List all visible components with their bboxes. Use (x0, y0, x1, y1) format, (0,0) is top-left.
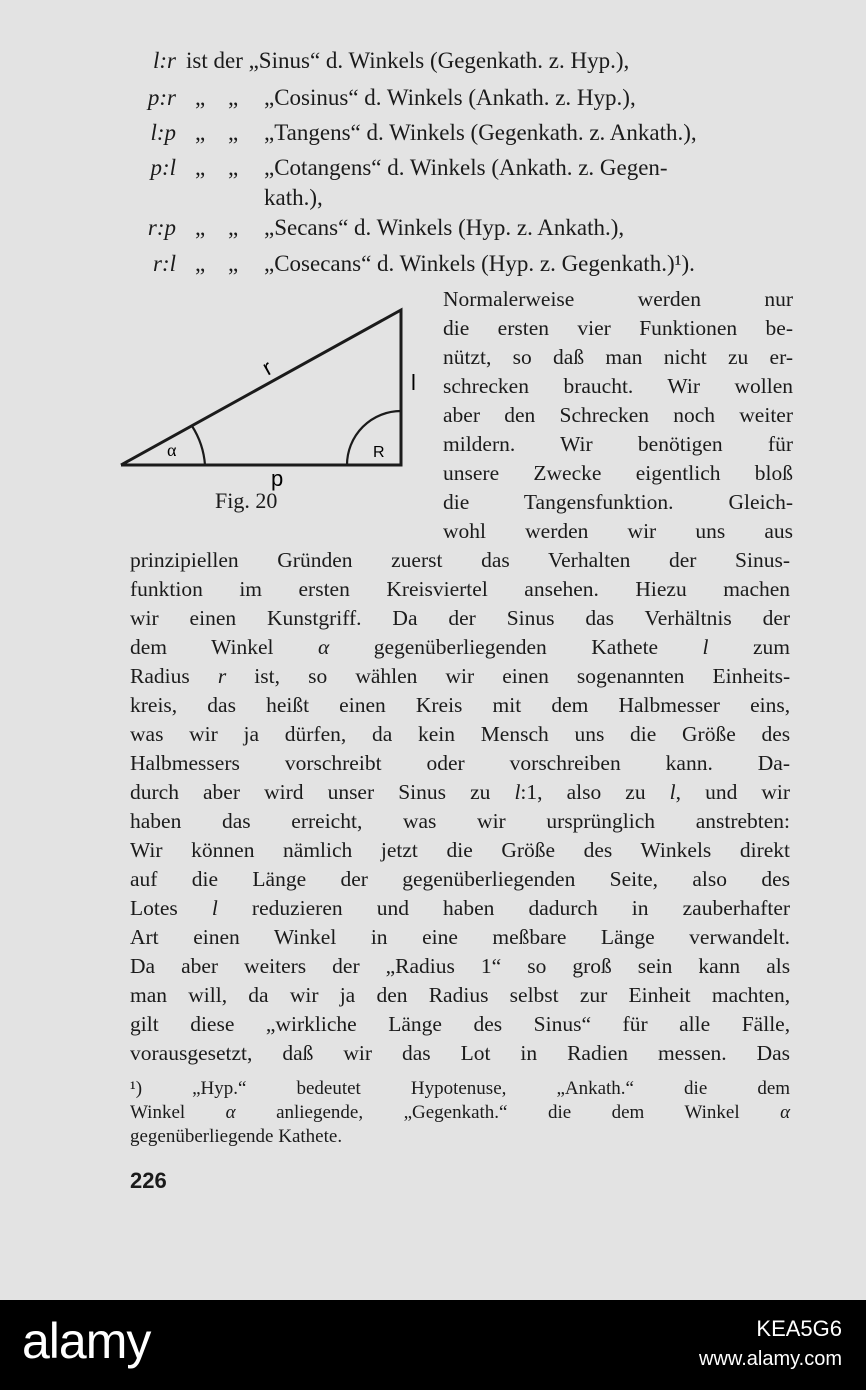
body-text-line: haben das erreicht, was wir ursprünglich anstrebten: (130, 809, 791, 833)
definition-text: „Cotangens“ d. Winkels (Ankath. z. Gegen- (264, 155, 668, 180)
side-text-line: nützt, so daß man nicht zu er- (443, 345, 793, 369)
side-text-line: die Tangensfunktion. Gleich- (443, 490, 793, 514)
ditto-mark: „ (228, 85, 239, 110)
body-text-line: Halbmessers vorschreibt oder vorschreiben kann. Da- (130, 751, 791, 775)
body-text-line: Art einen Winkel in eine meßbare Länge verwandelt. (130, 925, 791, 949)
side-text-line: mildern. Wir benötigen für (443, 432, 793, 456)
body-text-line: was wir ja dürfen, da kein Mensch uns die Größe des (130, 722, 791, 746)
definition-text: ist der „Sinus“ d. Winkels (Gegenkath. z. Hyp.), (186, 48, 630, 73)
body-text-line: funktion im ersten Kreisviertel ansehen. Hiezu machen (130, 577, 791, 601)
side-text-line: wohl werden wir uns aus (443, 519, 793, 543)
definition-text: „Cosecans“ d. Winkels (Hyp. z. Gegenkath.)¹). (264, 251, 695, 276)
ratio: p:l (150, 155, 176, 180)
side-text-line: schrecken braucht. Wir wollen (443, 374, 793, 398)
body-text-line: Radius r ist, so wählen wir einen sogenannten Einheits- (130, 664, 791, 688)
definition-text: „Secans“ d. Winkels (Hyp. z. Ankath.), (264, 215, 625, 240)
label-p: p (271, 466, 284, 491)
watermark-bar (0, 1300, 866, 1390)
body-text-line: durch aber wird unser Sinus zu l:1, also zu l, und wir (130, 780, 791, 804)
alamy-logo: alamy (22, 1313, 151, 1369)
angle-alpha-arc (192, 426, 205, 465)
label-r: r (257, 354, 277, 381)
ditto-mark: „ (195, 251, 206, 276)
ratio: l:r (153, 48, 176, 73)
label-R: R (373, 444, 385, 461)
ditto-mark: „ (195, 120, 206, 145)
footnote-rule (130, 1072, 790, 1074)
site-url: www.alamy.com (699, 1348, 842, 1370)
triangle-figure (115, 300, 415, 520)
triangle-outline (121, 310, 401, 465)
body-text-line: man will, da wir ja den Radius selbst zur Einheit machten, (130, 983, 791, 1007)
body-text-line: vorausgesetzt, daß wir das Lot in Radien messen. Das (130, 1041, 791, 1065)
definition-text: „Cosinus“ d. Winkels (Ankath. z. Hyp.), (264, 85, 636, 110)
ratio: p:r (147, 85, 176, 110)
side-text-line: Normalerweise werden nur (443, 287, 793, 311)
ditto-mark: „ (228, 251, 239, 276)
ratio: r:l (153, 251, 176, 276)
label-l: l (411, 370, 416, 395)
definition-row-cotangens-cont (0, 183, 866, 213)
ditto-mark: „ (228, 215, 239, 240)
side-text-line: unsere Zwecke eigentlich bloß (443, 461, 793, 485)
image-id: KEA5G6 (756, 1316, 842, 1341)
label-alpha: α (167, 440, 177, 460)
body-text-line: wir einen Kunstgriff. Da der Sinus das Verhältnis der (130, 606, 791, 630)
definition-row-sinus (0, 46, 866, 76)
definition-continuation: kath.), (264, 185, 323, 210)
definition-row-secans (0, 213, 866, 243)
ditto-mark: „ (195, 85, 206, 110)
page-number: 226 (130, 1168, 167, 1193)
side-text-line: aber den Schrecken noch weiter (443, 403, 793, 427)
body-text-line: auf die Länge der gegenüberliegenden Seite, also des (130, 867, 791, 891)
ditto-mark: „ (195, 155, 206, 180)
body-text-line: kreis, das heißt einen Kreis mit dem Halbmesser eins, (130, 693, 791, 717)
body-text-line: gilt diese „wirkliche Länge des Sinus“ für alle Fälle, (130, 1012, 791, 1036)
ditto-mark: „ (228, 120, 239, 145)
definition-row-cosinus (0, 83, 866, 113)
ditto-mark: „ (195, 215, 206, 240)
body-text-line: Wir können nämlich jetzt die Größe des Winkels direkt (130, 838, 791, 862)
definition-text: „Tangens“ d. Winkels (Gegenkath. z. Ankath.), (264, 120, 697, 145)
body-text-line: Lotes l reduzieren und haben dadurch in zauberhafter (130, 896, 791, 920)
body-text-line: dem Winkel α gegenüberliegenden Kathete l zum (130, 635, 790, 659)
side-text-line: die ersten vier Funktionen be- (443, 316, 793, 340)
definition-row-cotangens (0, 153, 866, 183)
body-text-line: Da aber weiters der „Radius 1“ so groß sein kann als (130, 954, 791, 978)
figure-caption: Fig. 20 (215, 488, 278, 513)
footnote-line: Winkel α anliegende, „Gegenkath.“ die dem Winkel α (130, 1102, 791, 1123)
definition-row-cosecans (0, 249, 866, 279)
ratio: r:p (147, 215, 176, 240)
footnote-line: gegenüberliegende Kathete. (130, 1126, 343, 1147)
body-text-line: prinzipiellen Gründen zuerst das Verhalten der Sinus- (130, 548, 790, 572)
footnote-line: ¹) „Hyp.“ bedeutet Hypotenuse, „Ankath.“ die dem (130, 1078, 791, 1099)
ditto-mark: „ (228, 155, 239, 180)
ratio: l:p (150, 120, 176, 145)
definition-row-tangens (0, 118, 866, 148)
